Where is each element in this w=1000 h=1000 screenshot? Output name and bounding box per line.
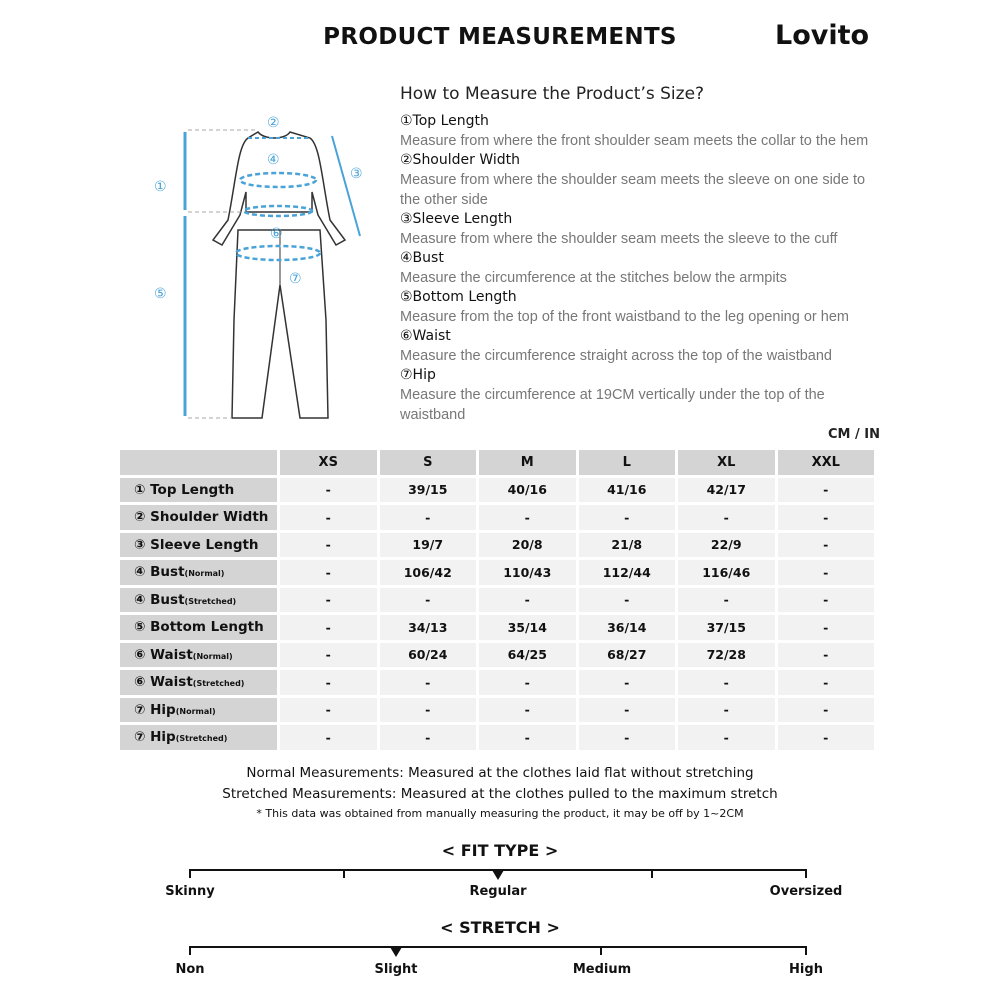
measure-desc: Measure the circumference at the stitches below the armpits bbox=[400, 270, 787, 286]
fit-type-marker-icon bbox=[492, 870, 504, 880]
row-label-text: ① Top Length bbox=[134, 481, 235, 498]
row-label bbox=[120, 560, 277, 585]
measure-desc: Measure from the top of the front waistband to the leg opening or hem bbox=[400, 309, 849, 325]
table-row bbox=[120, 698, 874, 723]
table-cell: - bbox=[479, 725, 576, 750]
stretch-title: < STRETCH > bbox=[440, 918, 560, 937]
size-table bbox=[117, 447, 877, 753]
table-cell: - bbox=[579, 505, 676, 530]
note-disclaimer: * This data was obtained from manually measuring the product, it may be off by 1~2CM bbox=[256, 807, 744, 820]
table-cell: - bbox=[678, 588, 775, 613]
measurement-figure bbox=[140, 100, 380, 430]
table-cell: - bbox=[380, 505, 477, 530]
measure-item bbox=[400, 327, 880, 366]
table-row bbox=[120, 615, 874, 640]
table-cell: - bbox=[778, 560, 875, 585]
stretch-tick bbox=[189, 946, 191, 955]
table-cell: 37/15 bbox=[678, 615, 775, 640]
row-label-text: ⑦ Hip bbox=[134, 701, 176, 718]
page-title: PRODUCT MEASUREMENTS bbox=[323, 24, 677, 50]
row-label-qualifier: (Stretched) bbox=[184, 596, 237, 606]
stretch-line bbox=[190, 946, 807, 948]
stretch-label: Slight bbox=[374, 962, 418, 977]
jumpsuit-diagram-icon bbox=[140, 100, 380, 430]
how-to-measure-title: How to Measure the Product’s Size? bbox=[400, 84, 705, 104]
measure-desc: Measure from where the shoulder seam meets the sleeve on one side to the other side bbox=[400, 172, 866, 208]
table-cell: - bbox=[678, 725, 775, 750]
row-label-qualifier: (Stretched) bbox=[175, 734, 228, 744]
fit-type-label: Skinny bbox=[165, 884, 215, 899]
table-cell: - bbox=[479, 505, 576, 530]
measure-name: ①Top Length bbox=[400, 113, 489, 129]
fit-type-tick bbox=[189, 869, 191, 878]
measure-item bbox=[400, 210, 880, 249]
table-cell: - bbox=[579, 725, 676, 750]
notes bbox=[150, 763, 850, 823]
table-cell: 64/25 bbox=[479, 643, 576, 668]
measure-name: ③Sleeve Length bbox=[400, 211, 513, 227]
table-row bbox=[120, 670, 874, 695]
size-header: XXL bbox=[778, 450, 875, 475]
row-label bbox=[120, 533, 277, 558]
table-cell: 35/14 bbox=[479, 615, 576, 640]
table-cell: - bbox=[579, 698, 676, 723]
table-cell: - bbox=[280, 725, 377, 750]
note-stretched: Stretched Measurements: Measured at the clothes pulled to the maximum stretch bbox=[222, 786, 778, 802]
row-label-text: ⑥ Waist bbox=[134, 674, 193, 691]
table-cell: - bbox=[280, 478, 377, 503]
row-label-qualifier: (Normal) bbox=[184, 569, 225, 579]
row-label-text: ④ Bust bbox=[134, 591, 185, 608]
table-header-row bbox=[120, 450, 874, 475]
measure-item bbox=[400, 366, 880, 425]
table-cell: 106/42 bbox=[380, 560, 477, 585]
brand-logo: Lovito bbox=[775, 20, 870, 51]
figure-marker-2: ② bbox=[267, 115, 280, 131]
fit-type-tick bbox=[651, 869, 653, 878]
table-cell: - bbox=[380, 698, 477, 723]
row-label bbox=[120, 588, 277, 613]
table-cell: 110/43 bbox=[479, 560, 576, 585]
fit-type-label: Oversized bbox=[769, 884, 843, 899]
figure-marker-1: ① bbox=[154, 179, 167, 195]
measure-desc: Measure from where the shoulder seam meets the sleeve to the cuff bbox=[400, 231, 838, 247]
figure-marker-3: ③ bbox=[350, 166, 363, 182]
table-cell: 22/9 bbox=[678, 533, 775, 558]
table-cell: - bbox=[380, 588, 477, 613]
row-label bbox=[120, 725, 277, 750]
table-cell: 72/28 bbox=[678, 643, 775, 668]
table-row bbox=[120, 588, 874, 613]
measure-name: ⑦Hip bbox=[400, 367, 436, 383]
measure-name: ④Bust bbox=[400, 250, 444, 266]
table-cell: 36/14 bbox=[579, 615, 676, 640]
unit-label: CM / IN bbox=[828, 427, 880, 442]
fit-type-title: < FIT TYPE > bbox=[441, 841, 559, 860]
figure-marker-7: ⑦ bbox=[289, 271, 302, 287]
table-cell: 41/16 bbox=[579, 478, 676, 503]
row-label bbox=[120, 615, 277, 640]
stretch-tick bbox=[805, 946, 807, 955]
stretch-label: High bbox=[789, 962, 823, 977]
table-cell: - bbox=[678, 670, 775, 695]
table-cell: - bbox=[380, 725, 477, 750]
table-cell: - bbox=[280, 643, 377, 668]
table-cell: - bbox=[280, 615, 377, 640]
measure-desc: Measure the circumference at 19CM vertically under the top of the waistband bbox=[400, 387, 825, 423]
row-label-text: ② Shoulder Width bbox=[134, 509, 269, 526]
table-cell: 34/13 bbox=[380, 615, 477, 640]
table-cell: 68/27 bbox=[579, 643, 676, 668]
row-label bbox=[120, 670, 277, 695]
row-label-text: ⑤ Bottom Length bbox=[134, 619, 264, 636]
table-cell: - bbox=[280, 560, 377, 585]
size-header: XL bbox=[678, 450, 775, 475]
size-header: S bbox=[380, 450, 477, 475]
table-cell: - bbox=[479, 698, 576, 723]
row-label-qualifier: (Stretched) bbox=[192, 679, 245, 689]
table-cell: 20/8 bbox=[479, 533, 576, 558]
table-cell: - bbox=[280, 588, 377, 613]
table-cell: - bbox=[778, 670, 875, 695]
row-label-text: ③ Sleeve Length bbox=[134, 536, 259, 553]
row-label-text: ④ Bust bbox=[134, 564, 185, 581]
row-label-text: ⑦ Hip bbox=[134, 729, 176, 746]
row-label-qualifier: (Normal) bbox=[175, 706, 216, 716]
fit-type-tick bbox=[343, 869, 345, 878]
table-cell: 112/44 bbox=[579, 560, 676, 585]
table-cell: - bbox=[579, 670, 676, 695]
table-cell: - bbox=[778, 643, 875, 668]
table-cell: 19/7 bbox=[380, 533, 477, 558]
measure-desc: Measure the circumference straight across the top of the waistband bbox=[400, 348, 832, 364]
stretch-tick bbox=[600, 946, 602, 955]
fit-type-label: Regular bbox=[469, 884, 527, 899]
stretch-marker-icon bbox=[390, 947, 402, 957]
table-corner bbox=[120, 450, 277, 475]
table-row bbox=[120, 725, 874, 750]
table-cell: - bbox=[280, 698, 377, 723]
note-normal: Normal Measurements: Measured at the clothes laid flat without stretching bbox=[246, 765, 754, 781]
row-label bbox=[120, 505, 277, 530]
table-cell: - bbox=[280, 670, 377, 695]
table-cell: - bbox=[778, 505, 875, 530]
measure-desc: Measure from where the front shoulder seam meets the collar to the hem bbox=[400, 133, 869, 149]
row-label bbox=[120, 698, 277, 723]
table-cell: - bbox=[479, 588, 576, 613]
table-cell: 39/15 bbox=[380, 478, 477, 503]
stretch-label: Medium bbox=[572, 962, 632, 977]
table-cell: - bbox=[280, 505, 377, 530]
measure-name: ⑤Bottom Length bbox=[400, 289, 517, 305]
table-cell: - bbox=[778, 588, 875, 613]
how-to-measure bbox=[400, 84, 880, 425]
measure-item bbox=[400, 249, 880, 288]
row-label bbox=[120, 643, 277, 668]
table-cell: 21/8 bbox=[579, 533, 676, 558]
measure-name: ②Shoulder Width bbox=[400, 152, 521, 168]
table-cell: 40/16 bbox=[479, 478, 576, 503]
table-cell: - bbox=[479, 670, 576, 695]
table-cell: - bbox=[280, 533, 377, 558]
table-cell: - bbox=[579, 588, 676, 613]
table-cell: - bbox=[778, 615, 875, 640]
table-cell: - bbox=[778, 533, 875, 558]
table-cell: 42/17 bbox=[678, 478, 775, 503]
stretch-label: Non bbox=[175, 962, 205, 977]
table-cell: - bbox=[778, 725, 875, 750]
row-label-text: ⑥ Waist bbox=[134, 646, 193, 663]
figure-marker-6: ⑥ bbox=[270, 226, 283, 242]
measure-item bbox=[400, 151, 880, 210]
table-cell: 116/46 bbox=[678, 560, 775, 585]
table-cell: - bbox=[678, 505, 775, 530]
row-label-qualifier: (Normal) bbox=[192, 651, 233, 661]
size-header: L bbox=[579, 450, 676, 475]
table-row bbox=[120, 533, 874, 558]
table-row bbox=[120, 643, 874, 668]
measure-item bbox=[400, 288, 880, 327]
table-row bbox=[120, 560, 874, 585]
size-header: M bbox=[479, 450, 576, 475]
row-label bbox=[120, 478, 277, 503]
measure-name: ⑥Waist bbox=[400, 328, 451, 344]
measure-item bbox=[400, 112, 880, 151]
table-cell: - bbox=[778, 478, 875, 503]
table-cell: - bbox=[380, 670, 477, 695]
table-cell: - bbox=[778, 698, 875, 723]
size-header: XS bbox=[280, 450, 377, 475]
fit-type-tick bbox=[805, 869, 807, 878]
table-row bbox=[120, 505, 874, 530]
table-row bbox=[120, 478, 874, 503]
figure-marker-4: ④ bbox=[267, 152, 280, 168]
figure-marker-5: ⑤ bbox=[154, 286, 167, 302]
table-cell: 60/24 bbox=[380, 643, 477, 668]
table-cell: - bbox=[678, 698, 775, 723]
